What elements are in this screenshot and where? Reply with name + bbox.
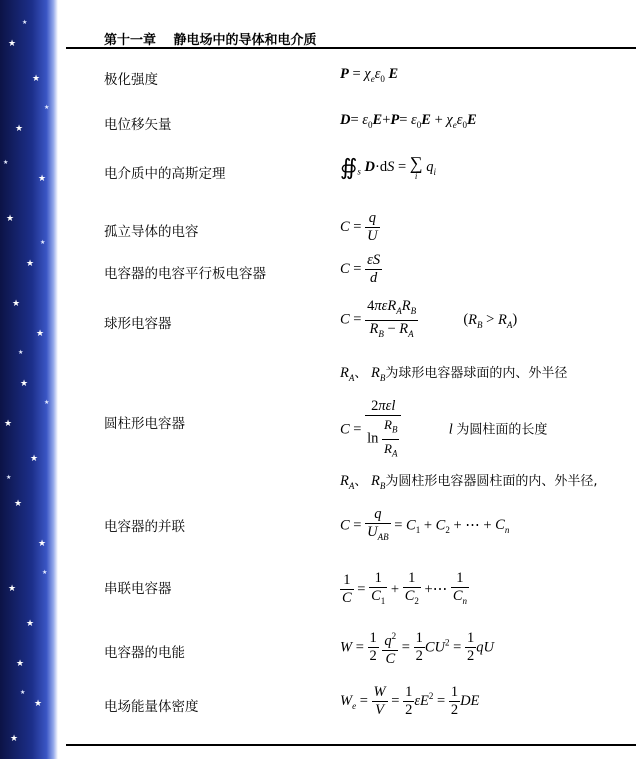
star-icon: ★ [18, 349, 24, 356]
star-icon: ★ [8, 39, 17, 49]
label-capacitor-energy: 电容器的电能 [104, 645, 185, 661]
star-icon: ★ [44, 104, 50, 111]
star-icon: ★ [20, 689, 26, 696]
formula-gauss: $∯_s$ D·dS = ∑ i $q_i$ [340, 153, 436, 181]
label-displacement: 电位移矢量 [104, 117, 172, 133]
formula-parallel-plate: C = $\frac{\varepsilon S}{d}$ [340, 252, 381, 286]
star-icon: ★ [10, 734, 19, 744]
label-polarization: 极化强度 [104, 72, 158, 88]
star-icon: ★ [38, 174, 47, 184]
label-parallel-plate: 电容器的电容平行板电容器 [104, 266, 266, 282]
star-icon: ★ [8, 584, 17, 594]
star-icon: ★ [38, 539, 47, 549]
star-icon: ★ [4, 419, 13, 429]
star-icon: ★ [6, 214, 15, 224]
star-icon: ★ [30, 454, 39, 464]
cylindrical-radius-note: $R_A$、 $R_B$为圆柱形电容器圆柱面的内、外半径, [340, 473, 598, 491]
star-icon: ★ [44, 399, 50, 406]
star-icon: ★ [34, 699, 43, 709]
star-icon: ★ [32, 74, 41, 84]
star-icon: ★ [36, 329, 45, 339]
star-icon: ★ [42, 569, 48, 576]
formula-spherical: C = $\frac{4\pi\varepsilon R_AR_B}{R_B - R_A}$ $(R_B > R_A)$ [340, 298, 517, 343]
star-icon: ★ [40, 239, 46, 246]
formula-energy-density: $W_e$ = $\frac{W}{V}$ = $\frac{1}{2}$ $\varepsilon E^2$ = $\frac{1}{2}$ DE [340, 684, 480, 718]
footer-rule [66, 744, 636, 746]
star-icon: ★ [15, 124, 24, 134]
star-icon: ★ [12, 299, 21, 309]
label-parallel-connection: 电容器的并联 [104, 519, 185, 535]
formula-parallel-connection: C = $\frac{q}{U_{AB}}$ = $C_1 + C_2$ + ⋯ + $C_n$ [340, 506, 509, 546]
formula-cylindrical: C = 2πεl ln $\frac{R_B}{R_A}$ l 为圆柱面的长度 [340, 398, 547, 462]
spherical-radius-note: $R_A$、 $R_B$为球形电容器球面的内、外半径 [340, 365, 568, 383]
label-cylindrical: 圆柱形电容器 [104, 416, 185, 432]
formula-capacitor-energy: W = $\frac{1}{2}$ $\frac{q^2}{C}$ = $\frac{1}{2}$ $CU^2$ = $\frac{1}{2}$ qU [340, 630, 494, 667]
star-icon: ★ [6, 474, 12, 481]
label-spherical: 球形电容器 [104, 316, 172, 332]
star-icon: ★ [3, 159, 9, 166]
starry-sidebar [0, 0, 58, 759]
star-icon: ★ [22, 19, 28, 26]
chapter-title: 第十一章 静电场中的导体和电介质 [104, 33, 317, 48]
formula-displacement: $D= \varepsilon_0E+P= \varepsilon_0E + \chi_e\varepsilon_0E$ [340, 112, 477, 130]
formula-series-connection: $\frac{1}{C}$ = $\frac{1}{C_1}$ + $\frac{1}{C_2}$ +⋯ $\frac{1}{C_n}$ [340, 570, 469, 610]
label-gauss: 电介质中的高斯定理 [104, 166, 226, 182]
star-icon: ★ [26, 259, 35, 269]
star-icon: ★ [26, 619, 35, 629]
formula-isolated: C = $\frac{q}{U}$ [340, 210, 378, 244]
label-energy-density: 电场能量体密度 [104, 699, 199, 715]
label-series-connection: 串联电容器 [104, 581, 172, 597]
header-rule [66, 47, 636, 49]
star-icon: ★ [16, 659, 25, 669]
star-icon: ★ [20, 379, 29, 389]
label-isolated: 孤立导体的电容 [104, 224, 199, 240]
star-icon: ★ [14, 499, 23, 509]
formula-polarization: $P = \chi_e\varepsilon_0$ E [340, 66, 399, 84]
